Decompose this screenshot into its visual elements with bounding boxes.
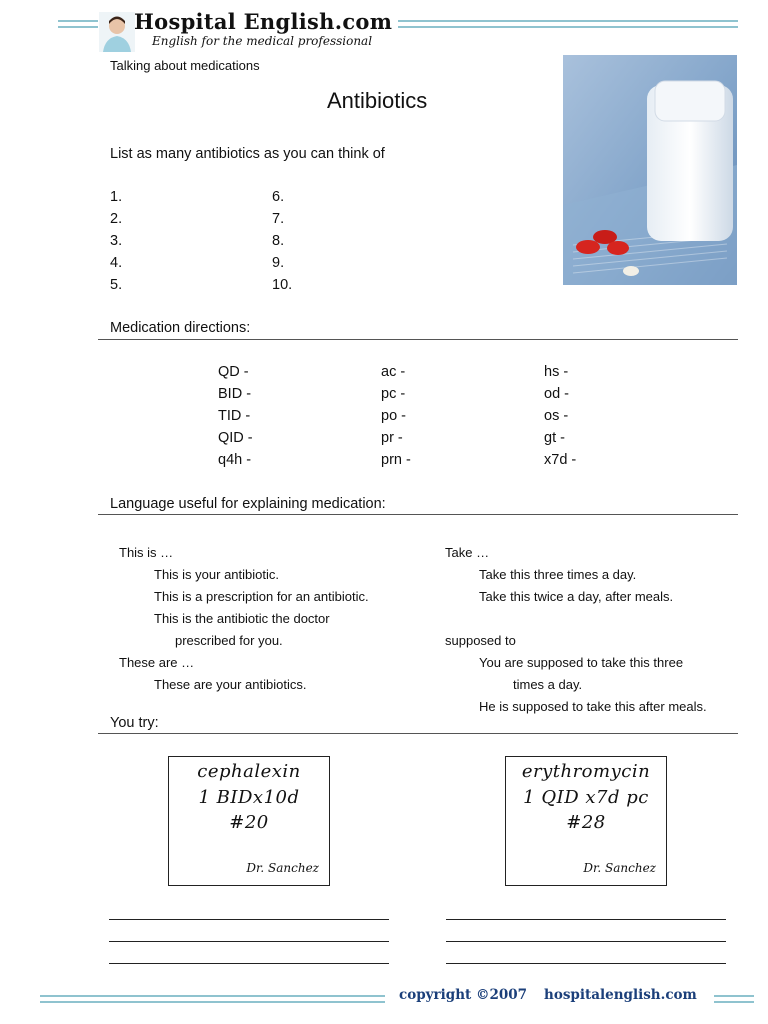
list-number: 5. [110, 277, 123, 293]
abbr-item: BID - [218, 386, 252, 402]
prescription-card [168, 756, 330, 886]
abbr-item: x7d - [544, 452, 577, 468]
abbr-item: pc - [381, 386, 406, 402]
section-divider [98, 339, 738, 340]
abbr-item: TID - [218, 408, 251, 424]
rx-doctor: Dr. Sanchez [246, 861, 319, 875]
directions-heading: Medication directions: [110, 320, 251, 336]
list-number: 10. [272, 277, 293, 293]
list-number: 6. [272, 189, 285, 205]
rx-doctor: Dr. Sanchez [583, 861, 656, 875]
you-try-heading: You try: [110, 715, 159, 731]
list-number: 2. [110, 211, 123, 227]
phrase-example: You are supposed to take this three [479, 655, 684, 670]
list-number: 9. [272, 255, 285, 271]
answer-line[interactable] [446, 963, 726, 964]
answer-line[interactable] [446, 941, 726, 942]
site-tagline: English for the medical professional [152, 34, 373, 48]
list-prompt: List as many antibiotics as you can think of [110, 146, 385, 162]
rx-drug: erythromycin [521, 761, 651, 782]
rx-quantity: #20 [229, 812, 269, 833]
list-number: 7. [272, 211, 285, 227]
abbr-item: hs - [544, 364, 569, 380]
phrase-example: times a day. [513, 677, 583, 692]
page-title: Antibiotics [327, 88, 428, 113]
header-line-right [398, 20, 738, 22]
section-divider [98, 733, 738, 734]
rx-drug: cephalexin [197, 761, 301, 782]
abbr-item: pr - [381, 430, 403, 446]
list-number: 8. [272, 233, 285, 249]
phrase-heading: Take … [445, 545, 490, 560]
phrase-heading: supposed to [445, 633, 516, 648]
phrase-example: Take this twice a day, after meals. [479, 589, 674, 604]
phrase-example: prescribed for you. [175, 633, 283, 648]
section-divider [98, 514, 738, 515]
abbr-item: os - [544, 408, 569, 424]
nurse-logo-icon [99, 12, 135, 52]
abbr-item: q4h - [218, 452, 252, 468]
footer-copyright: copyright ©2007 [399, 987, 528, 1003]
phrase-example: This is a prescription for an antibiotic. [154, 589, 369, 604]
phrase-heading: These are … [119, 655, 195, 670]
footer-site-link[interactable]: hospitalenglish.com [544, 987, 697, 1003]
section-label: Talking about medications [110, 58, 260, 73]
language-heading: Language useful for explaining medication: [110, 496, 386, 512]
list-number: 4. [110, 255, 123, 271]
phrase-example: This is the antibiotic the doctor [154, 611, 330, 626]
answer-line[interactable] [109, 963, 389, 964]
abbr-item: QD - [218, 364, 249, 380]
rx-dose: 1 BIDx10d [198, 787, 300, 808]
footer-line-right [714, 995, 754, 997]
abbr-item: prn - [381, 452, 411, 468]
site-name: Hospital English.com [134, 9, 393, 34]
phrase-example: This is your antibiotic. [154, 567, 279, 582]
list-number: 1. [110, 189, 123, 205]
abbr-item: od - [544, 386, 569, 402]
phrase-example: These are your antibiotics. [154, 677, 307, 692]
abbr-item: gt - [544, 430, 565, 446]
footer-line-left [40, 995, 385, 997]
footer-line-left-2 [40, 1001, 385, 1003]
header-line-right-2 [398, 26, 738, 28]
abbr-item: ac - [381, 364, 406, 380]
prescription-card [505, 756, 667, 886]
footer-line-right-2 [714, 1001, 754, 1003]
answer-line[interactable] [109, 919, 389, 920]
phrase-example: Take this three times a day. [479, 567, 637, 582]
rx-quantity: #28 [566, 812, 606, 833]
abbr-item: po - [381, 408, 406, 424]
list-number: 3. [110, 233, 123, 249]
phrase-heading: This is … [119, 545, 174, 560]
header-line-left [58, 20, 98, 22]
abbr-item: QID - [218, 430, 253, 446]
medicine-bottle-photo [563, 55, 737, 285]
answer-line[interactable] [446, 919, 726, 920]
rx-dose: 1 QID x7d pc [523, 787, 649, 808]
header-line-left-2 [58, 26, 98, 28]
phrase-example: He is supposed to take this after meals. [479, 699, 707, 714]
answer-line[interactable] [109, 941, 389, 942]
